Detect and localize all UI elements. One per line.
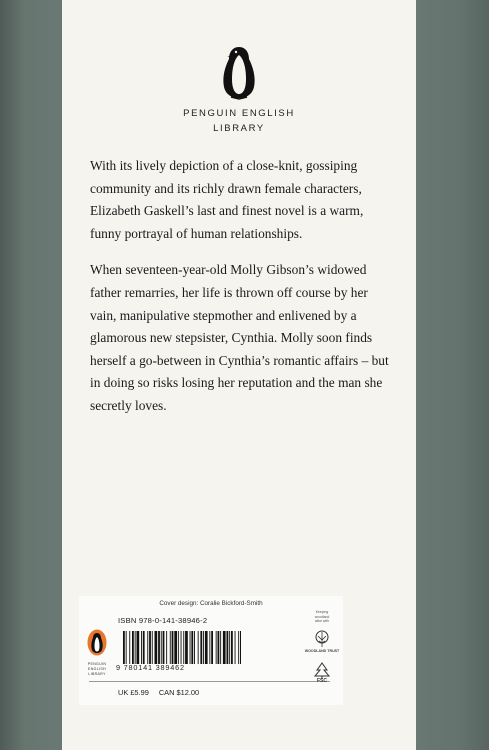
- barcode-panel: [79, 596, 343, 705]
- isbn-label: ISBN 978-0-141-38946-2: [118, 616, 208, 625]
- price-can: CAN $12.00: [158, 688, 200, 697]
- imprint-line-1: PENGUIN ENGLISH: [183, 108, 295, 119]
- mini-imprint-line-1: PENGUIN: [87, 662, 107, 666]
- blurb-paragraph-2: When seventeen-year-old Molly Gibson’s widowed father remarries, her life is thrown off course by her vain, manipulative stepmother and enlivened by a glamorous new stepsister, Cynthia. Molly soon finds herself a go-between in Cynthia’s romantic affairs – but in doing so risks losing her reputation and the man she secretly loves.: [90, 262, 389, 413]
- right-border-band: [416, 0, 489, 750]
- barcode-icon: [123, 631, 241, 664]
- price-divider: [89, 681, 330, 682]
- fsc-label: FSC: [317, 678, 327, 684]
- blurb-text: [90, 155, 396, 432]
- mini-imprint-line-2: ENGLISH: [88, 667, 106, 671]
- cover-design-credit: Cover design: Coralie Bickford-Smith: [159, 600, 263, 607]
- left-border-band: [0, 0, 62, 750]
- woodland-trust-tree-icon: [309, 629, 335, 649]
- penguin-logo-icon: [219, 45, 259, 100]
- blurb-paragraph-1: With its lively depiction of a close-knit, gossiping community and its richly drawn female characters, Elizabeth Gaskell’s last and finest novel is a warm, funny portrayal of human relationships.: [90, 158, 364, 241]
- imprint-line-2: LIBRARY: [213, 123, 265, 134]
- woodland-line-2: woodland: [314, 614, 330, 619]
- woodland-line-1: Keeping: [315, 610, 329, 614]
- woodland-trust-label: WOODLAND TRUST: [304, 649, 340, 653]
- woodland-text: [305, 610, 339, 624]
- price-uk: UK £5.99: [118, 688, 149, 697]
- mini-imprint-line-3: LIBRARY: [88, 672, 106, 676]
- mini-imprint: [81, 662, 113, 677]
- penguin-mini-logo-icon: [87, 629, 107, 656]
- publisher-imprint: [62, 106, 416, 136]
- barcode-digits: 9 780141 389462: [116, 663, 185, 672]
- woodland-line-3: alive with: [315, 619, 329, 624]
- price-line: [118, 688, 199, 697]
